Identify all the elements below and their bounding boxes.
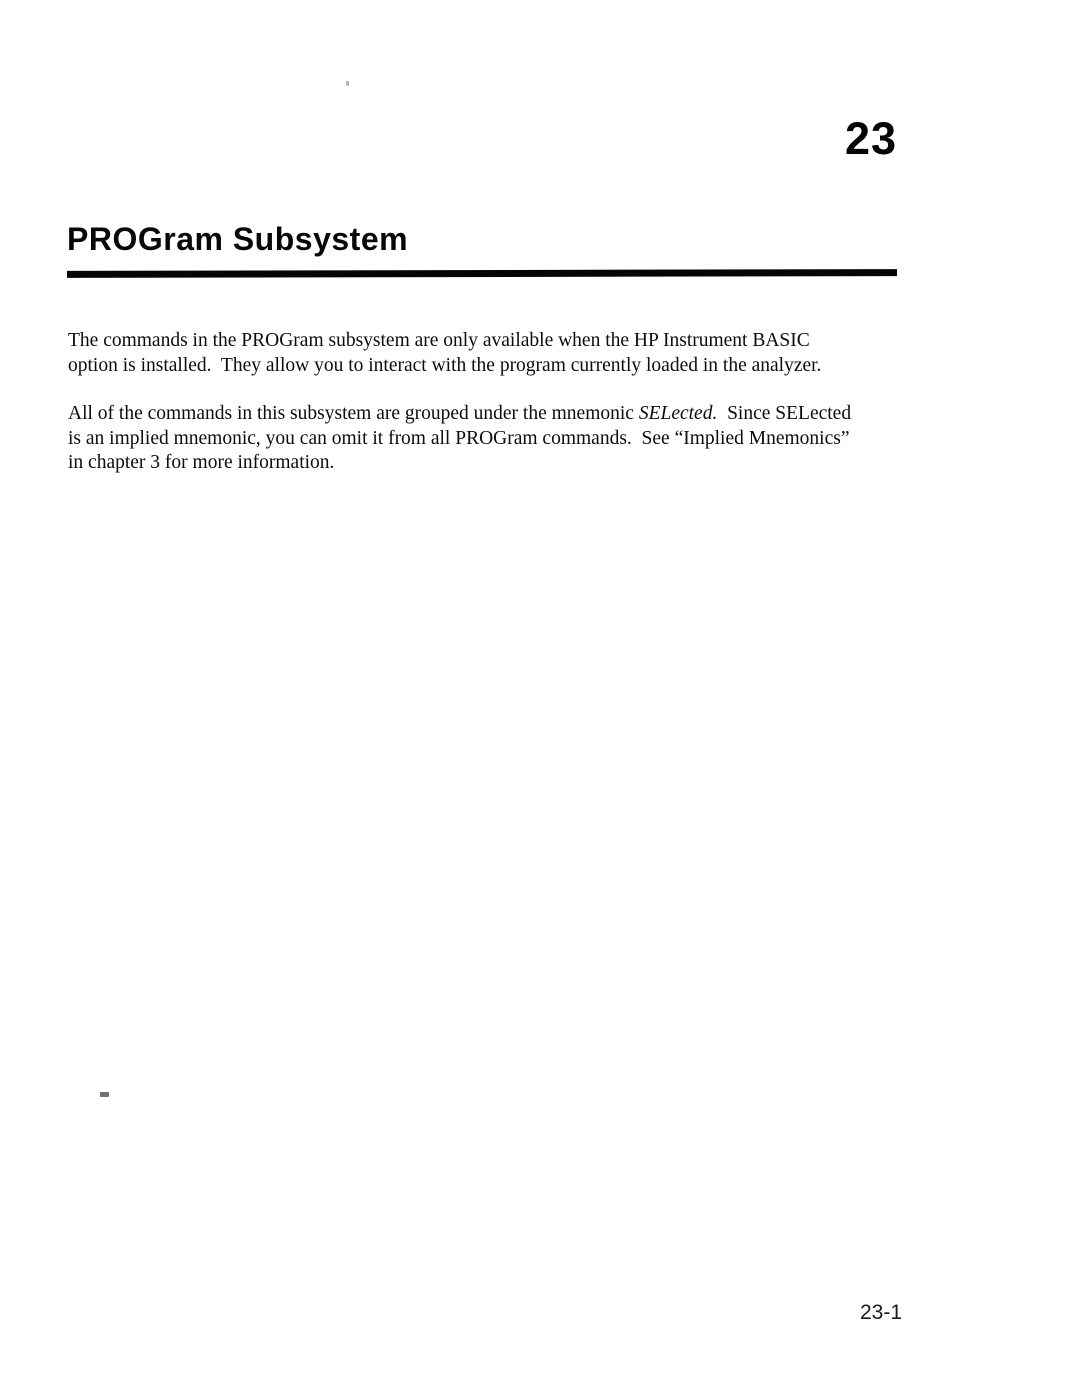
body-line: option is installed. They allow you to interact with the program currently loaded in the analyzer. xyxy=(68,354,822,376)
body-text-segment: All of the commands in this subsystem are grouped under the mnemonic xyxy=(68,403,639,424)
page-number: 23-1 xyxy=(860,1301,903,1324)
body-line: in chapter 3 for more information. xyxy=(68,452,335,473)
scan-speck xyxy=(346,81,349,86)
body-text-italic-mnemonic: SELected. xyxy=(638,403,718,424)
body-text-segment: Since SELected xyxy=(717,403,852,424)
paragraph-mnemonic xyxy=(68,402,851,476)
heading-rule xyxy=(67,269,897,278)
scan-speck xyxy=(100,1092,109,1097)
body-line: is an implied mnemonic, you can omit it from all PROGram commands. See “Implied Mnemonics” xyxy=(68,427,850,449)
page-title: PROGram Subsystem xyxy=(67,221,409,257)
chapter-number: 23 xyxy=(845,113,898,164)
body-line: The commands in the PROGram subsystem are only available when the HP Instrument BASIC xyxy=(68,330,810,351)
paragraph-intro xyxy=(68,329,821,378)
body-line xyxy=(68,402,851,427)
